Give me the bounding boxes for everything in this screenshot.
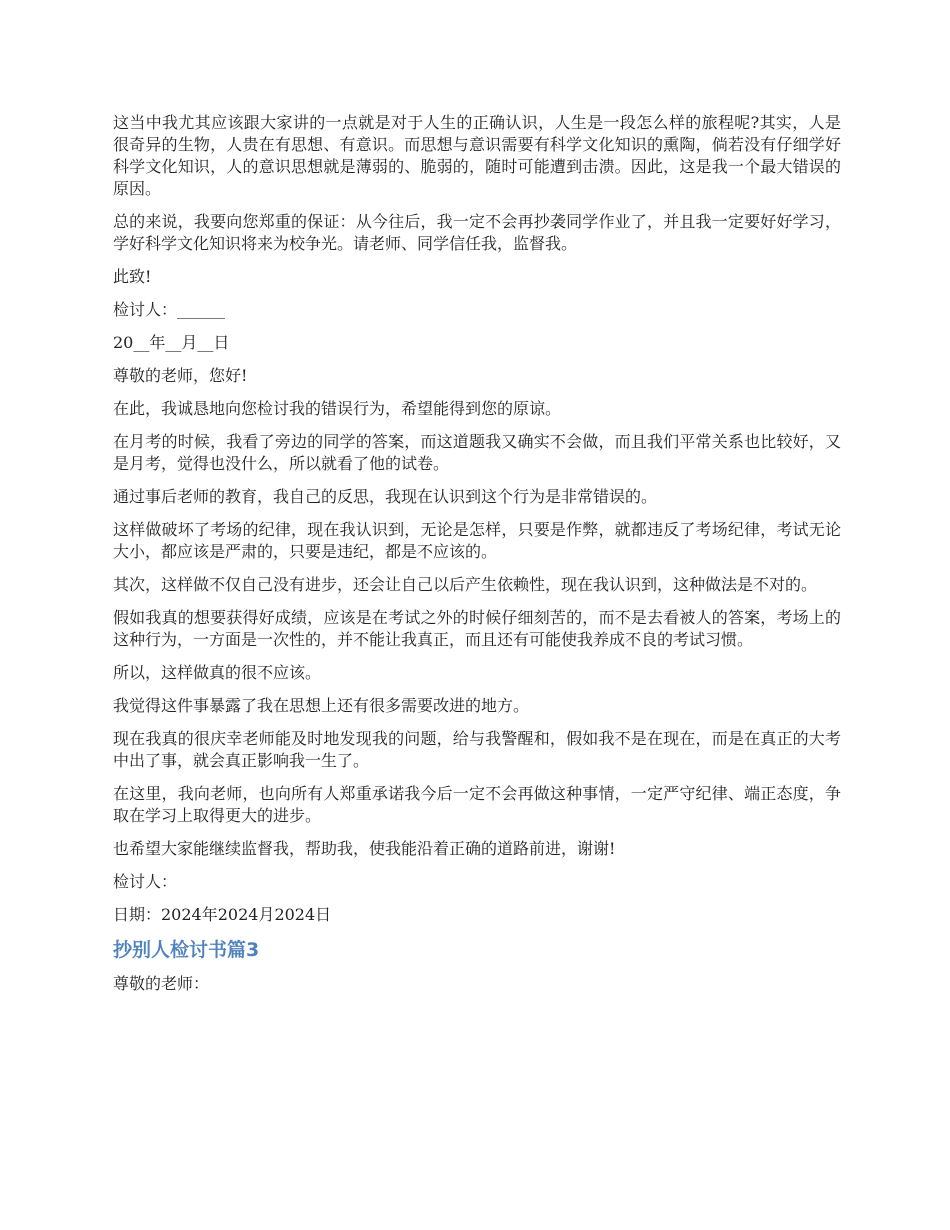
document-page (113, 112, 841, 1006)
closing-salutation: 此致! (113, 267, 152, 286)
paragraph: 总的来说，我要向您郑重的保证：从今往后，我一定不会再抄袭同学作业了，并且我一定要好好学习，学好科学文化知识将来为校争光。请老师、同学信任我，监督我。 (113, 212, 841, 253)
signature-line: 检讨人：______ (113, 300, 226, 319)
greeting: 尊敬的老师： (113, 974, 210, 993)
paragraph: 其次，这样做不仅自己没有进步，还会让自己以后产生依赖性，现在我认识到，这种做法是不对的。 (113, 575, 818, 594)
paragraph: 这当中我尤其应该跟大家讲的一点就是对于人生的正确认识，人生是一段怎么样的旅程呢?其实，人是很奇异的生物，人贵在有思想、有意识。而思想与意识需要有科学文化知识的熏陶，倘若没有仔细学好科学文化知识，人的意识思想就是薄弱的、脆弱的，随时可能遭到击溃。因此，这是我一个最大错误的原因。 (113, 113, 841, 198)
paragraph: 我觉得这件事暴露了我在思想上还有很多需要改进的地方。 (113, 696, 530, 715)
paragraph: 在此，我诚恳地向您检讨我的错误行为，希望能得到您的原谅。 (113, 399, 562, 418)
paragraph: 在月考的时候，我看了旁边的同学的答案，而这道题我又确实不会做，而且我们平常关系也比较好，又是月考，觉得也没什么，所以就看了他的试卷。 (113, 432, 841, 473)
paragraph: 这样做破坏了考场的纪律，现在我认识到，无论是怎样，只要是作弊，就都违反了考场纪律，考试无论大小，都应该是严肃的，只要是违纪，都是不应该的。 (113, 520, 841, 561)
date-line: 日期：2024年2024月2024日 (113, 905, 332, 924)
paragraph: 现在我真的很庆幸老师能及时地发现我的问题，给与我警醒和，假如我不是在现在，而是在真正的大考中出了事，就会真正影响我一生了。 (113, 729, 841, 770)
paragraph: 也希望大家能继续监督我，帮助我，使我能沿着正确的道路前进，谢谢! (113, 839, 616, 858)
greeting: 尊敬的老师，您好! (113, 366, 248, 385)
paragraph: 假如我真的想要获得好成绩，应该是在考试之外的时候仔细刻苦的，而不是去看被人的答案，考场上的这种行为，一方面是一次性的，并不能让我真正，而且还有可能使我养成不良的考试习惯。 (113, 608, 841, 649)
paragraph: 所以，这样做真的很不应该。 (113, 663, 322, 682)
paragraph: 在这里，我向老师，也向所有人郑重承诺我今后一定不会再做这种事情，一定严守纪律、端正态度，争取在学习上取得更大的进步。 (113, 784, 841, 825)
signature-line: 检讨人： (113, 872, 178, 891)
date-line: 20__年__月__日 (113, 333, 230, 352)
section-heading: 抄别人检讨书篇3 (113, 939, 260, 961)
paragraph: 通过事后老师的教育，我自己的反思，我现在认识到这个行为是非常错误的。 (113, 487, 658, 506)
